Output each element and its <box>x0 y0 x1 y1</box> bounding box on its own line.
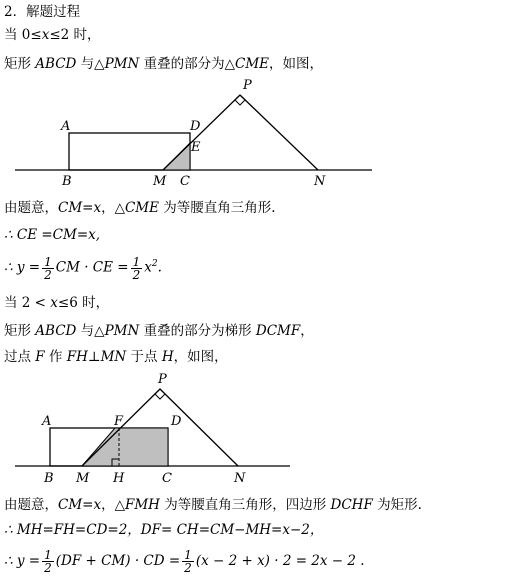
text-fragment: x <box>144 259 152 276</box>
segment-name: FH <box>66 349 88 365</box>
side-pn <box>240 95 318 170</box>
label-m: M <box>76 471 90 486</box>
exponent: 2 <box>151 259 158 269</box>
fraction <box>182 549 194 574</box>
case1-condition-suffix: ≤2 时， <box>49 27 101 43</box>
label-e: E <box>191 140 201 155</box>
text-fragment: ，如图， <box>269 56 323 72</box>
text-fragment: 作 <box>44 349 67 365</box>
label-c: C <box>162 471 172 486</box>
case1-condition-prefix: 当 0≤ <box>4 27 42 43</box>
text-fragment: ∴ y = <box>4 259 41 276</box>
label-f: F <box>114 414 124 429</box>
text-fragment: ∴ y = <box>4 553 41 569</box>
text-fragment: ，△ <box>101 200 125 216</box>
text-fragment: 重叠的部分为梯形 <box>139 323 256 339</box>
triangle-name: PMN <box>104 323 140 339</box>
point-name: F <box>35 349 45 365</box>
label-c: C <box>180 174 190 189</box>
overlap-trapezoid-dcmf <box>82 428 168 466</box>
label-h: H <box>113 471 125 486</box>
fraction <box>131 256 143 281</box>
label-m: M <box>153 174 167 189</box>
case1-condition <box>4 26 101 44</box>
case1-overlap-sentence <box>4 55 323 73</box>
text-fragment: . <box>157 259 162 276</box>
case2-therefore-1: ∴ MH=FH=CD=2，DF= CH=CM−MH=x−2， <box>4 522 324 538</box>
text-fragment: 为等腰直角三角形，四边形 <box>159 497 331 513</box>
text-fragment: 为矩形. <box>372 497 422 513</box>
label-d: D <box>171 414 182 429</box>
overlap-name: DCMF <box>255 323 301 339</box>
case2-reason <box>4 496 422 514</box>
text-fragment: ，△ <box>101 497 125 513</box>
label-b: B <box>62 174 72 189</box>
case1-reason <box>4 199 276 217</box>
text-fragment: 矩形 <box>4 323 36 339</box>
text-fragment: ， <box>300 323 314 339</box>
right-angle-mark-p <box>155 389 165 399</box>
text-fragment: 于点 <box>126 349 162 365</box>
text-fragment: 由题意， <box>4 497 58 513</box>
label-p: P <box>243 78 252 93</box>
text-fragment: 矩形 <box>4 56 36 72</box>
label-a: A <box>42 414 52 429</box>
text-fragment: 与△ <box>76 323 105 339</box>
point-name: H <box>161 349 174 365</box>
fraction-num: 1 <box>132 254 141 269</box>
fraction <box>42 549 54 574</box>
fraction-num: 1 <box>184 548 192 562</box>
fraction-den: 2 <box>184 561 192 575</box>
fraction-den: 2 <box>132 267 141 282</box>
text-fragment: 为等腰直角三角形. <box>158 200 276 216</box>
label-d: D <box>190 119 201 134</box>
section-heading: 2．解题过程 <box>4 4 81 20</box>
rect-name: ABCD <box>35 323 77 339</box>
case2-construct <box>4 348 228 366</box>
variable: x <box>50 295 58 311</box>
text-fragment: CM · CE = <box>55 259 129 276</box>
fraction <box>42 256 54 281</box>
case1-therefore-1: ∴ CE =CM=x, <box>4 227 101 243</box>
figure-1 <box>0 78 513 198</box>
label-b: B <box>44 471 54 486</box>
right-angle-mark-p <box>235 95 245 105</box>
case2-therefore-2 <box>4 547 365 575</box>
equation: CM=x <box>58 200 102 216</box>
segment-name: MN <box>100 349 127 365</box>
text-fragment: 由题意， <box>4 200 58 216</box>
case1-condition-var: x <box>41 27 50 43</box>
label-p: P <box>158 372 167 387</box>
equation: CM=x <box>58 497 102 513</box>
text-fragment: ≤6 时， <box>57 295 110 311</box>
label-a: A <box>61 119 71 134</box>
case1-therefore-2 <box>4 250 162 282</box>
triangle-name: CME <box>124 200 159 216</box>
fraction-den: 2 <box>44 561 52 575</box>
text-fragment: 当 2 < <box>4 295 51 311</box>
label-n: N <box>314 174 326 189</box>
overlap-name: CME <box>234 56 269 72</box>
text-fragment: 过点 <box>4 349 36 365</box>
case2-condition <box>4 294 109 312</box>
rect-name: ABCD <box>35 56 77 72</box>
text-fragment: (x − 2 + x) · 2 = 2x − 2 . <box>195 553 365 569</box>
text-fragment: 与△ <box>76 56 105 72</box>
text-fragment: 重叠的部分为△ <box>139 56 235 72</box>
case2-overlap-sentence <box>4 322 314 340</box>
fraction-num: 1 <box>44 254 52 269</box>
quad-name: DCHF <box>330 497 373 513</box>
triangle-name: PMN <box>104 56 140 72</box>
text-fragment: ⊥ <box>87 349 101 365</box>
label-n: N <box>234 471 246 486</box>
triangle-name: FMH <box>124 497 160 513</box>
text-fragment: ，如图， <box>173 349 228 365</box>
figure-2 <box>0 372 513 492</box>
text-fragment: (DF + CM) · CD = <box>55 553 181 569</box>
fraction-num: 1 <box>44 548 52 562</box>
fraction-den: 2 <box>44 267 52 282</box>
